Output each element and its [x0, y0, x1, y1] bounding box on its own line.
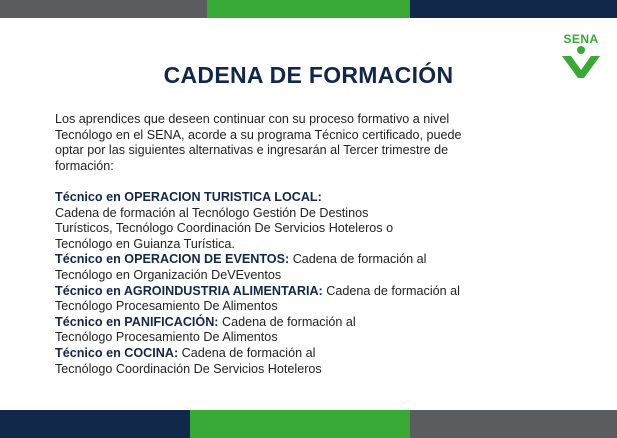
program-line: Cadena de formación al	[322, 283, 460, 298]
document-body	[55, 112, 535, 377]
program-item	[55, 284, 535, 315]
program-item	[55, 190, 535, 252]
intro-paragraph	[55, 112, 535, 174]
bottom-bar-green-segment	[190, 410, 410, 438]
program-item	[55, 252, 535, 283]
program-line: Tecnólogo en Organización DeVEventos	[55, 267, 282, 282]
program-line: Tecnólogo Procesamiento De Alimentos	[55, 299, 278, 314]
page-title: CADENA DE FORMACIÓN	[163, 62, 454, 88]
bottom-color-bar	[0, 410, 617, 438]
intro-line: Los aprendices que deseen continuar con su proceso formativo a nivel	[55, 112, 450, 126]
top-bar-green-segment	[207, 0, 410, 18]
top-color-bar	[0, 0, 617, 18]
program-heading: Técnico en COCINA:	[55, 345, 179, 360]
top-bar-navy-segment	[410, 0, 617, 18]
program-heading: Técnico en AGROINDUSTRIA ALIMENTARIA:	[55, 283, 323, 298]
intro-line: formación:	[55, 158, 114, 173]
program-heading: Técnico en OPERACION TURISTICA LOCAL:	[55, 189, 322, 204]
program-item	[55, 315, 535, 346]
program-line: Tecnólogo Procesamiento De Alimentos	[55, 330, 278, 345]
intro-line: optar por las siguientes alternativas e ingresarán al Tercer trimestre de	[55, 143, 449, 158]
sena-logo-text: SENA	[563, 32, 599, 46]
program-line: Cadena de formación al	[218, 314, 356, 329]
bottom-bar-gray-segment	[410, 410, 617, 438]
bottom-bar-navy-segment	[0, 410, 190, 438]
program-line: Cadena de formación al Tecnólogo Gestión De Destinos	[55, 205, 369, 220]
intro-line: Tecnólogo en el SENA, acorde a su programa Técnico certificado, puede	[55, 127, 462, 142]
program-item	[55, 346, 535, 377]
program-line: Tecnólogo Coordinación De Servicios Hoteleros	[55, 361, 322, 376]
program-line: Cadena de formación al	[178, 345, 316, 360]
program-heading: Técnico en OPERACION DE EVENTOS:	[55, 252, 290, 267]
program-line: Tecnólogo en Guianza Turística.	[55, 236, 235, 251]
top-bar-gray-segment	[0, 0, 207, 18]
program-line: Turísticos, Tecnólogo Coordinación De Servicios Hoteleros o	[55, 221, 394, 236]
program-heading: Técnico en PANIFICACIÓN:	[55, 314, 219, 329]
program-line: Cadena de formación al	[289, 252, 427, 267]
